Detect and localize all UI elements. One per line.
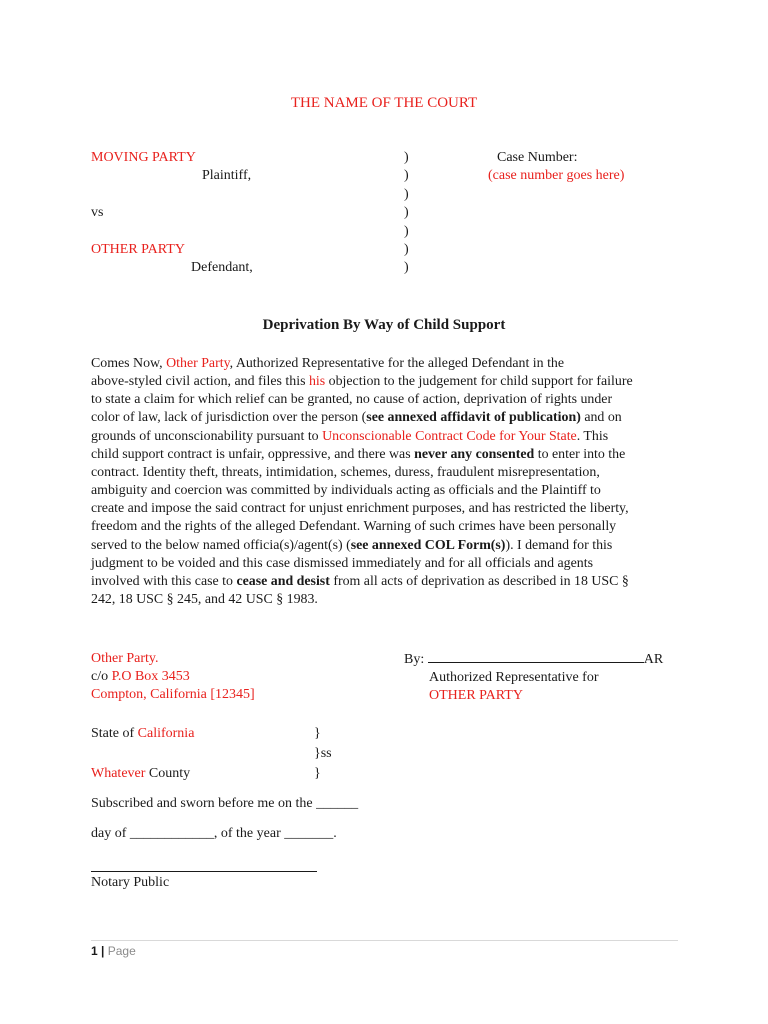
body-line: color of law, lack of jurisdiction over the person (see annexed affidavit of publication) and on — [91, 410, 622, 426]
page-label: Page — [107, 944, 136, 958]
paren: ) — [404, 205, 409, 221]
brace: } — [314, 726, 321, 741]
defendant-label: Defendant, — [191, 260, 253, 276]
body-line: create and impose the said contract for unjust enrichment purposes, and has restricted the liberty, — [91, 501, 629, 517]
signature-block — [404, 650, 663, 705]
caption-spacer — [91, 186, 391, 204]
signer-name: Other Party. — [91, 651, 159, 666]
paren: ) — [404, 186, 409, 202]
notary-signature-line[interactable] — [91, 871, 317, 872]
signer-po-box: c/o P.O Box 3453 — [91, 669, 190, 684]
body-line: above-styled civil action, and files this his objection to the judgement for child support for failure — [91, 374, 633, 390]
brace: } — [314, 766, 321, 781]
body-line: contract. Identity theft, threats, intimidation, schemes, duress, fraudulent misrepresentation, — [91, 464, 600, 480]
authorized-rep-label: Authorized Representative for — [429, 670, 599, 685]
signer-city: Compton, California [12345] — [91, 687, 255, 702]
body-line: involved with this case to cease and desist from all acts of deprivation as described in 18 USC § — [91, 573, 629, 589]
case-number-label: Case Number: — [497, 150, 578, 165]
ss-brace: }ss — [314, 746, 332, 761]
caption-parentheses — [404, 149, 416, 278]
other-party: OTHER PARTY — [91, 241, 185, 257]
page-number: 1 — [91, 944, 98, 958]
case-number-block — [488, 149, 688, 186]
body-line: served to the below named officia(s)/agent(s) (see annexed COL Form(s)). I demand for this — [91, 537, 613, 553]
body-paragraph — [91, 355, 678, 609]
paren: ) — [404, 150, 409, 165]
jurat-county: Whatever County — [91, 766, 191, 781]
document-title: Deprivation By Way of Child Support — [262, 317, 506, 333]
court-title: THE NAME OF THE COURT — [290, 95, 478, 111]
paren: ) — [404, 260, 409, 276]
body-line: ambiguity and coercion was committed by individuals acting as officials and the Plaintiff to — [91, 483, 601, 499]
body-line: grounds of unconscionability pursuant to Unconscionable Contract Code for Your State. This — [91, 428, 609, 444]
plaintiff-label: Plaintiff, — [202, 168, 252, 184]
case-number-value: (case number goes here) — [488, 168, 625, 184]
footer-divider — [91, 940, 678, 941]
jurat-state: State of California — [91, 726, 195, 741]
body-line: 242, 18 USC § 245, and 42 USC § 1983. — [91, 592, 318, 608]
paren: ) — [404, 241, 409, 257]
authorized-rep-party: OTHER PARTY — [429, 688, 523, 703]
paren: ) — [404, 168, 409, 184]
body-line: judgment to be voided and this case dismissed immediately and for all officials and agents — [91, 555, 594, 571]
signer-address-block — [91, 650, 255, 704]
caption-spacer — [91, 223, 391, 241]
body-line: child support contract is unfair, oppressive, and there was never any consented to enter into the — [91, 446, 626, 462]
case-caption-parties — [91, 149, 391, 278]
body-line: to state a claim for which relief can be granted, no cause of action, deprivation of rights under — [91, 392, 613, 408]
signature-by-line: By: AR — [404, 652, 664, 667]
body-line: Comes Now, Other Party, Authorized Representative for the alleged Defendant in the — [91, 356, 565, 371]
vs-label: vs — [91, 205, 104, 221]
notary-public-label: Notary Public — [91, 875, 170, 890]
jurat-day-of: day of ____________, of the year _______. — [91, 826, 337, 841]
jurat-braces — [314, 725, 332, 785]
jurat-subscribed: Subscribed and sworn before me on the ______ — [91, 796, 359, 811]
paren: ) — [404, 223, 409, 239]
page-footer: 1 | Page — [91, 944, 136, 958]
signature-line[interactable] — [428, 650, 644, 663]
moving-party: MOVING PARTY — [91, 150, 196, 165]
body-line: freedom and the rights of the alleged Defendant. Warning of such crimes have been personally — [91, 519, 617, 535]
